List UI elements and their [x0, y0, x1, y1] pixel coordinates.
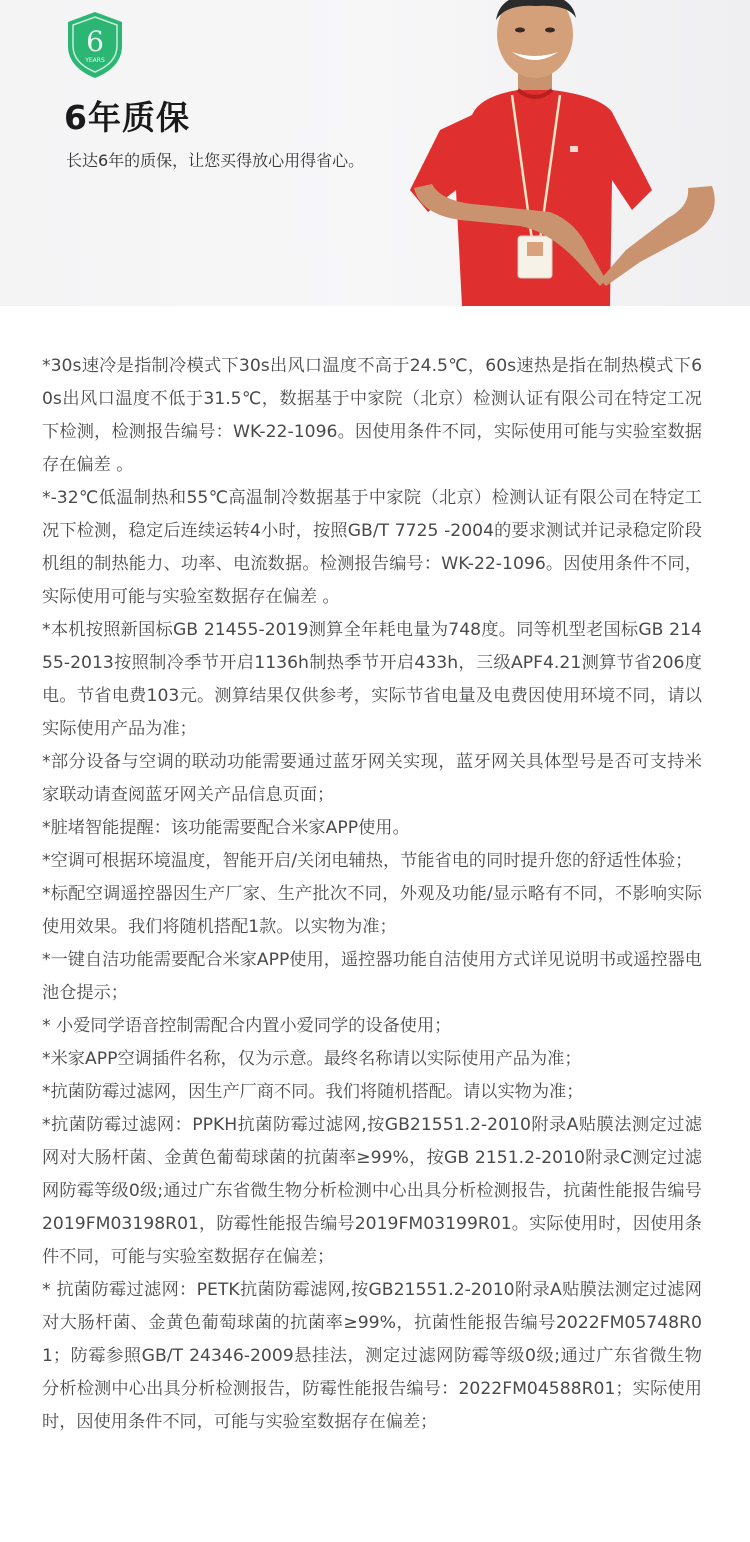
note-ppkh-filter: *抗菌防霉过滤网：PPKH抗菌防霉过滤网,按GB21551.2-2010附录A贴膜法测定过滤网对大肠杆菌、金黄色葡萄球菌的抗菌率≥99%，按GB 2151.2-2010附录C测定过滤网防霉等级0级;通过广东省微生物分析检测中心出具分析检测报告，抗菌性能报告编号2019FM03198R01，防霉性能报告编号2019FM03199R01。实际使用时，因使用条件不同，可能与实验室数据存在偏差； [42, 1115, 702, 1267]
warranty-banner [0, 0, 750, 306]
bottom-fade [0, 1515, 750, 1542]
note-voice-control: * 小爱同学语音控制需配合内置小爱同学的设备使用； [42, 1016, 452, 1036]
note-extreme-temperature: *-32℃低温制热和55℃高温制冷数据基于中家院（北京）检测认证有限公司在特定工况下检测，稳定后连续运转4小时，按照GB/T 7725 -2004的要求测试并记录稳定阶段机组的制热能力、功率、电流数据。检测报告编号：WK-22-1096。因使用条件不同，实际使用可能与实验室数据存在偏差 。 [42, 488, 702, 607]
note-auxiliary-heating: *空调可根据环境温度，智能开启/关闭电辅热，节能省电的同时提升您的舒适性体验； [42, 851, 693, 871]
note-remote-control: *标配空调遥控器因生产厂家、生产批次不同，外观及功能/显示略有不同，不影响实际使用效果。我们将随机搭配1款。以实物为准； [42, 884, 702, 937]
page-title: 6年质保 [64, 98, 190, 137]
note-petk-filter: * 抗菌防霉过滤网：PETK抗菌防霉滤网,按GB21551.2-2010附录A贴膜法测定过滤网对大肠杆菌、金黄色葡萄球菌的抗菌率≥99%，抗菌性能报告编号2022FM05748R01；防霉参照GB/T 24346-2009悬挂法，测定过滤网防霉等级0级;通过广东省微生物分析检测中心出具分析检测报告，防霉性能报告编号：2022FM04588R01；实际使用时，因使用条件不同，可能与实验室数据存在偏差； [42, 1280, 702, 1432]
note-self-cleaning: *一键自洁功能需要配合米家APP使用，遥控器功能自洁使用方式详见说明书或遥控器电池仓提示； [42, 950, 702, 1003]
page-subtitle: 长达6年的质保，让您买得放心用得省心。 [66, 151, 365, 170]
note-filter-supplier: *抗菌防霉过滤网，因生产厂商不同。我们将随机搭配。请以实物为准； [42, 1082, 584, 1102]
staff-photo [400, 0, 740, 306]
note-energy-saving: *本机按照新国标GB 21455-2019测算全年耗电量为748度。同等机型老国标GB 21455-2013按照制冷季节开启1136h制热季节开启433h，三级APF4.21测算节省206度电。节省电费103元。测算结果仅供参考，实际节省电量及电费因使用环境不同，请以实际使用产品为准； [42, 620, 702, 739]
note-app-plugin-name: *米家APP空调插件名称，仅为示意。最终名称请以实际使用产品为准； [42, 1049, 582, 1069]
badge-number: 6 [86, 25, 104, 58]
badge-years-text: YEARS [85, 57, 105, 64]
note-bluetooth-gateway: *部分设备与空调的联动功能需要通过蓝牙网关实现，蓝牙网关具体型号是否可支持米家联动请查阅蓝牙网关产品信息页面； [42, 752, 702, 805]
note-fast-cooling: *30s速冷是指制冷模式下30s出风口温度不高于24.5℃，60s速热是指在制热模式下60s出风口温度不低于31.5℃，数据基于中家院（北京）检测认证有限公司在特定工况下检测，检测报告编号：WK-22-1096。因使用条件不同，实际使用可能与实验室数据存在偏差 。 [42, 356, 702, 475]
note-clog-reminder: *脏堵智能提醒：该功能需要配合米家APP使用。 [42, 818, 410, 838]
disclaimer-notes [42, 350, 702, 1439]
shield-icon [64, 10, 126, 80]
